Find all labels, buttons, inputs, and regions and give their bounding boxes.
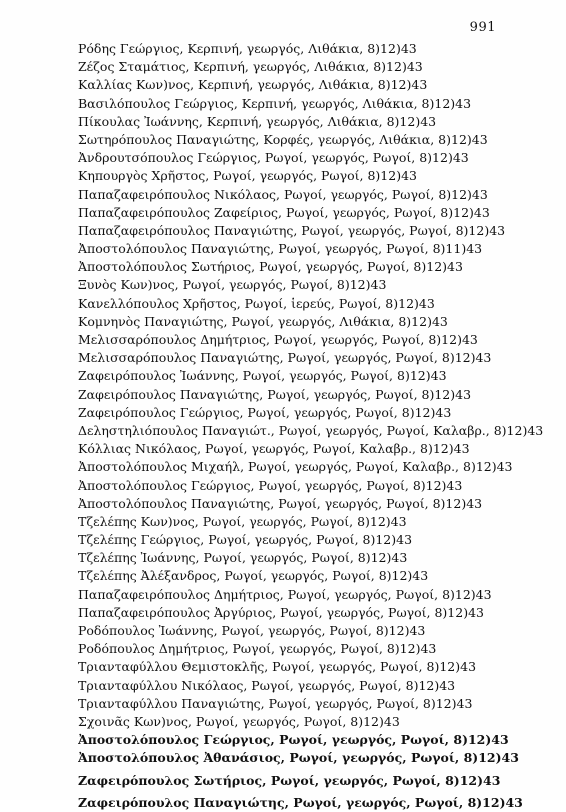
list-item: Ζέζος Σταμάτιος, Κερπινή, γεωργός, Λιθάκια, 8)12)43	[78, 59, 423, 75]
list-item: Τριανταφύλλου Νικόλαος, Ρωγοί, γεωργός, Ρωγοί, 8)12)43	[78, 677, 456, 693]
list-item: Μελισσαρόπουλος Παναγιώτης, Ρωγοί, γεωργός, Ρωγοί, 8)12)43	[78, 350, 492, 366]
list-item: Ξυνὸς Κων)νος, Ρωγοί, γεωργός, Ρωγοί, 8)12)43	[78, 277, 387, 293]
list-item: Παπαζαφειρόπουλος Νικόλαος, Ρωγοί, γεωργός, Ρωγοί, 8)12)43	[78, 186, 488, 202]
list-item: Κομνηνὸς Παναγιώτης, Ρωγοί, γεωργός, Λιθάκια, 8)12)43	[78, 313, 448, 329]
list-item: Ἀποστολόπουλος Ἀθανάσιος, Ρωγοί, γεωργός, Ρωγοί, 8)12)43	[78, 750, 519, 766]
page-number: 991	[469, 20, 496, 35]
list-item: Ροδόπουλος Ἰωάννης, Ρωγοί, γεωργός, Ρωγοί, 8)12)43	[78, 623, 426, 638]
list-item: Ἀποστολόπουλος Παναγιώτης, Ρωγοί, γεωργός, Ρωγοί, 8)12)43	[78, 495, 483, 511]
list-item: Παπαζαφειρόπουλος Δημήτριος, Ρωγοί, γεωργός, Ρωγοί, 8)12)43	[78, 586, 492, 602]
list-item: Κανελλόπουλος Χρῆστος, Ρωγοί, ἱερεύς, Ρωγοί, 8)12)43	[78, 295, 435, 311]
list-item: Μελισσαρόπουλος Δημήτριος, Ρωγοί, γεωργός, Ρωγοί, 8)12)43	[78, 332, 478, 347]
list-item: Καλλίας Κων)νος, Κερπινή, γεωργός, Λιθάκια, 8)12)43	[78, 77, 428, 93]
list-item: Τριανταφύλλου Θεμιστοκλῆς, Ρωγοί, γεωργός, Ρωγοί, 8)12)43	[78, 659, 477, 675]
list-item: Παπαζαφειρόπουλος Ἀργύριος, Ρωγοί, γεωργός, Ρωγοί, 8)12)43	[78, 604, 484, 620]
list-item: Τζελέπης Ἰωάννης, Ρωγοί, γεωργός, Ρωγοί, 8)12)43	[78, 550, 408, 566]
list-item: Τζελέπης Γεώργιος, Ρωγοί, γεωργός, Ρωγοί, 8)12)43	[78, 532, 413, 548]
list-item: Κόλλιας Νικόλαος, Ρωγοί, γεωργός, Ρωγοί, Καλαβρ., 8)12)43	[78, 441, 470, 457]
list-item: Ἀνδρουτσόπουλος Γεώργιος, Ρωγοί, γεωργός, Ρωγοί, 8)12)43	[78, 150, 469, 166]
list-item: Ἀποστολόπουλος Γεώργιος, Ρωγοί, γεωργός, Ρωγοί, 8)12)43	[78, 477, 463, 493]
list-item: Ἀποστολόπουλος Παναγιώτης, Ρωγοί, γεωργός, Ρωγοί, 8)11)43	[78, 241, 483, 257]
list-item: Πίκουλας Ἰωάννης, Κερπινή, γεωργός, Λιθάκια, 8)12)43	[78, 113, 437, 129]
list-item: Παπαζαφειρόπουλος Ζαφείριος, Ρωγοί, γεωργός, Ρωγοί, 8)12)43	[78, 204, 490, 220]
list-item: Ἀποστολόπουλος Σωτήριος, Ρωγοί, γεωργός, Ρωγοί, 8)12)43	[78, 259, 463, 275]
list-item: Ζαφειρόπουλος Παναγιώτης, Ρωγοί, γεωργός, Ρωγοί, 8)12)43	[78, 386, 472, 402]
list-item: Τζελέπης Κων)νος, Ρωγοί, γεωργός, Ρωγοί, 8)12)43	[78, 513, 407, 529]
list-item: Ζαφειρόπουλος Σωτήριος, Ρωγοί, γεωργός, Ρωγοί, 8)12)43	[78, 772, 501, 788]
list-item: Παπαζαφειρόπουλος Παναγιώτης, Ρωγοί, γεωργός, Ρωγοί, 8)12)43	[78, 222, 506, 238]
list-item: Τριανταφύλλου Παναγιώτης, Ρωγοί, γεωργός, Ρωγοί, 8)12)43	[78, 695, 473, 711]
list-item: Κηπουργὸς Χρῆστος, Ρωγοί, γεωργός, Ρωγοί, 8)12)43	[78, 168, 417, 184]
list-item: Ζαφειρόπουλος Παναγιώτης, Ρωγοί, γεωργός, Ρωγοί, 8)12)43	[78, 794, 523, 810]
list-item: Ροδόπουλος Δημήτριος, Ρωγοί, γεωργός, Ρωγοί, 8)12)43	[78, 641, 437, 657]
list-item: Ἀποστολόπουλος Μιχαήλ, Ρωγοί, γεωργός, Ρωγοί, Καλαβρ., 8)12)43	[78, 459, 513, 475]
list-item: Ζαφειρόπουλος Γεώργιος, Ρωγοί, γεωργός, Ρωγοί, 8)12)43	[78, 404, 452, 420]
list-item: Δεληστηλιόπουλος Παναγιώτ., Ρωγοί, γεωργός, Ρωγοί, Καλαβρ., 8)12)43	[78, 422, 544, 438]
entry-list	[78, 40, 548, 812]
list-item: Σχοινᾶς Κων)νος, Ρωγοί, γεωργός, Ρωγοί, 8)12)43	[78, 713, 400, 729]
list-item: Ρόδης Γεώργιος, Κερπινή, γεωργός, Λιθάκια, 8)12)43	[78, 41, 417, 56]
list-item: Ἀποστολόπουλος Γεώργιος, Ρωγοί, γεωργός, Ρωγοί, 8)12)43	[78, 732, 509, 748]
list-item: Βασιλόπουλος Γεώργιος, Κερπινή, γεωργός, Λιθάκια, 8)12)43	[78, 95, 472, 111]
list-item: Τζελέπης Ἀλέξανδρος, Ρωγοί, γεωργός, Ρωγοί, 8)12)43	[78, 568, 429, 584]
list-item: Ζαφειρόπουλος Ἰωάννης, Ρωγοί, γεωργός, Ρωγοί, 8)12)43	[78, 368, 447, 384]
list-item: Σωτηρόπουλος Παναγιώτης, Κορφές, γεωργός, Λιθάκια, 8)12)43	[78, 131, 488, 147]
